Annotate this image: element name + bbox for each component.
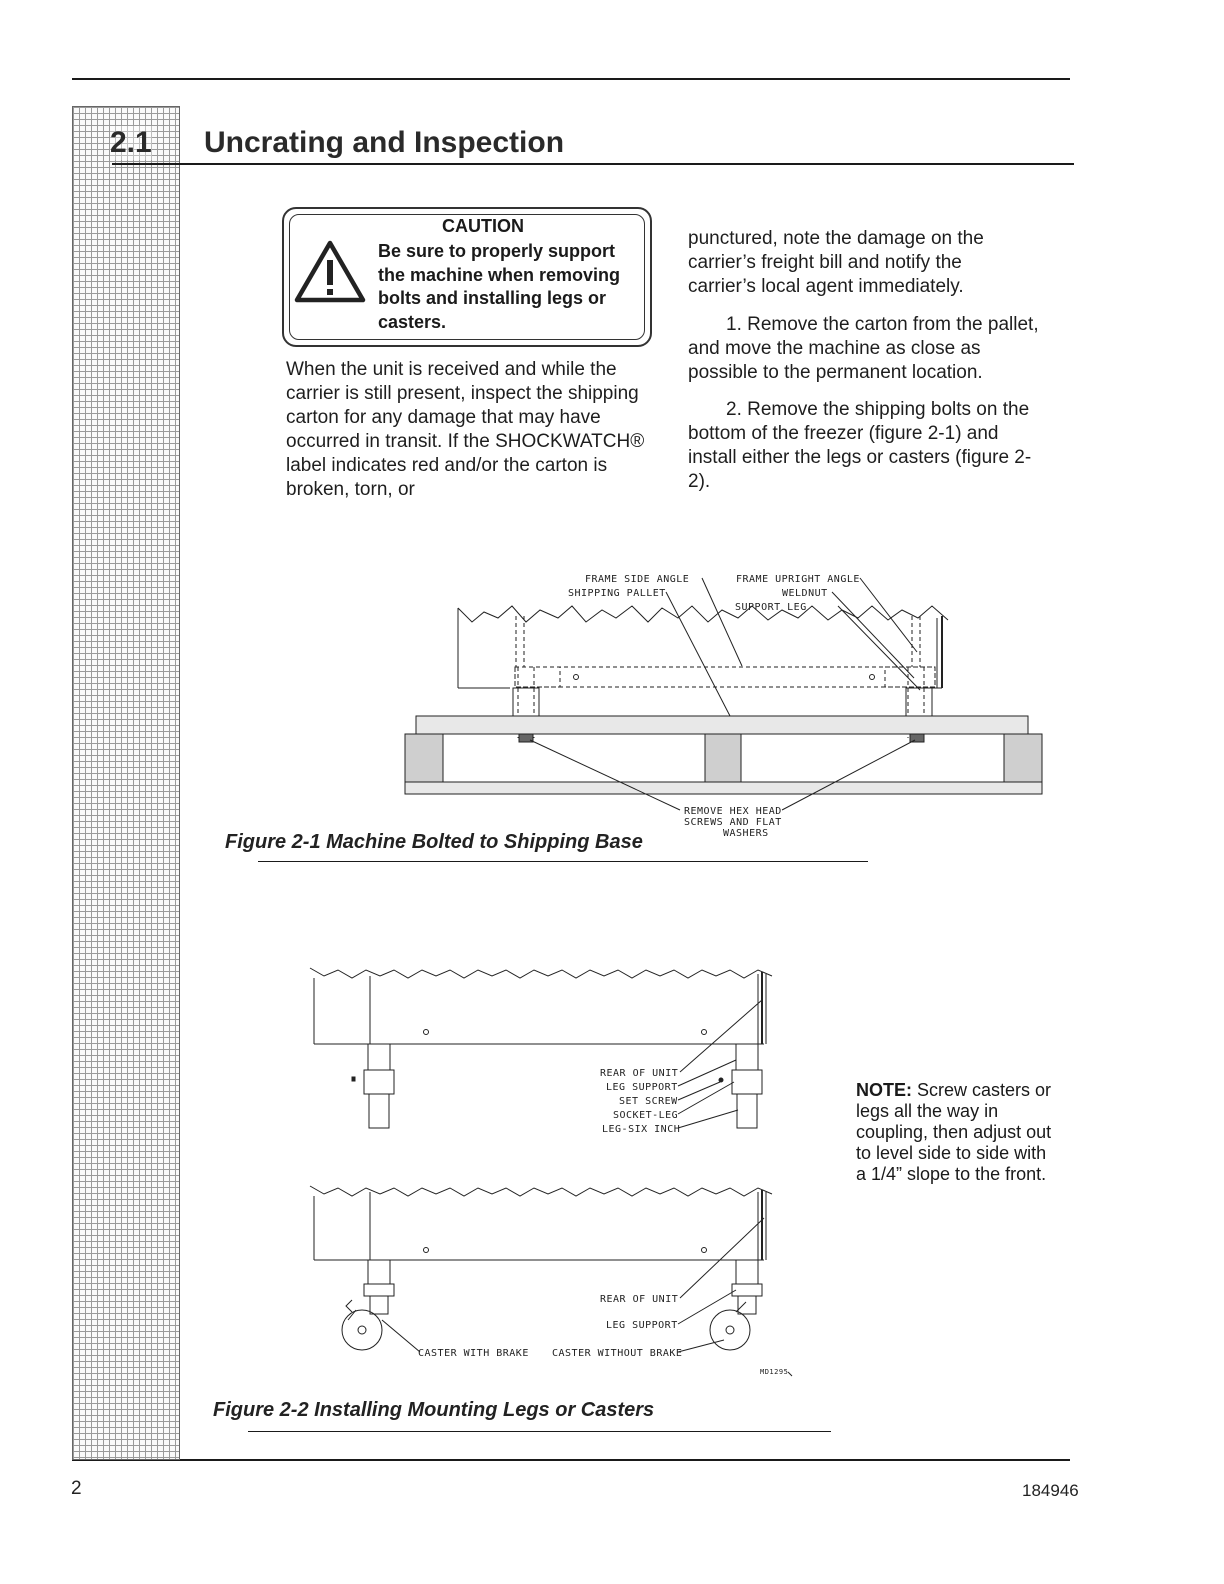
pallet-block bbox=[1004, 734, 1042, 782]
pallet-bottom bbox=[405, 782, 1042, 794]
label-caster-with-brake: CASTER WITH BRAKE bbox=[418, 1348, 529, 1359]
section-title-rule bbox=[112, 163, 1074, 165]
figure-2-1-caption: Figure 2-1 Machine Bolted to Shipping Base bbox=[225, 831, 643, 853]
label-frame-upright-angle: FRAME UPRIGHT ANGLE bbox=[736, 574, 860, 585]
support-leg bbox=[906, 688, 932, 716]
label-remove-line-3: WASHERS bbox=[723, 828, 769, 839]
page-number: 2 bbox=[71, 1478, 82, 1499]
section-title: Uncrating and Inspection bbox=[204, 126, 565, 159]
caution-text: Be sure to properly support the machine when removing bolts and installing legs or casters. bbox=[378, 241, 621, 332]
label-socket-leg: SOCKET-LEG bbox=[613, 1110, 679, 1121]
pallet-block bbox=[405, 734, 443, 782]
note-label: NOTE: bbox=[856, 1080, 912, 1100]
figure-2-2-drawing bbox=[300, 960, 810, 1390]
hex-head-screw bbox=[910, 734, 924, 742]
paragraph-left: When the unit is received and while the carrier is still present, inspect the shipping carton for any damage that may have occurred in transit. If the SHOCKWATCH® label indicates red and/or the carton is broken, torn, or bbox=[286, 359, 645, 500]
label-leg-support: LEG SUPPORT bbox=[606, 1082, 678, 1093]
grid-sidebar bbox=[72, 106, 180, 1460]
section-number: 2.1 bbox=[110, 126, 152, 159]
caster-without-brake-wheel bbox=[710, 1310, 750, 1350]
label-support-leg: SUPPORT LEG bbox=[735, 602, 807, 613]
pallet-block bbox=[705, 734, 741, 782]
label-frame-side-angle: FRAME SIDE ANGLE bbox=[585, 574, 690, 585]
label-weldnut: WELDNUT bbox=[782, 588, 828, 599]
figure-2-2-caption-rule bbox=[248, 1431, 831, 1432]
figure-2-2-caption: Figure 2-2 Installing Mounting Legs or Casters bbox=[213, 1399, 655, 1421]
bolt-hole bbox=[574, 675, 579, 680]
caution-heading: CAUTION bbox=[442, 216, 524, 236]
figure-2-1-caption-rule bbox=[258, 861, 868, 862]
bolt-hole bbox=[870, 675, 875, 680]
label-leg-support-casters: LEG SUPPORT bbox=[606, 1320, 678, 1331]
paragraph-right-intro: punctured, note the damage on the carrier’s freight bill and notify the carrier’s local agent immediately. bbox=[688, 228, 984, 297]
label-remove-line-1: REMOVE HEX HEAD bbox=[684, 806, 782, 817]
warning-triangle-icon bbox=[294, 240, 366, 304]
support-leg bbox=[513, 688, 539, 716]
figure-2-1-drawing bbox=[380, 560, 1050, 850]
label-remove-line-2: SCREWS AND FLAT bbox=[684, 817, 782, 828]
top-rule bbox=[72, 78, 1070, 80]
document-number: 184946 bbox=[1022, 1481, 1079, 1500]
note-text: Screw casters or legs all the way in coupling, then adjust out to level side to side with a 1/4” slope to the front. bbox=[856, 1080, 1052, 1184]
label-drawing-number: MD1295 bbox=[760, 1368, 789, 1376]
step-2: 2. Remove the shipping bolts on the bottom of the freezer (figure 2-1) and install either the legs or casters (figure 2-2). bbox=[688, 399, 1032, 492]
label-set-screw: SET SCREW bbox=[619, 1096, 678, 1107]
label-rear-of-unit-casters: REAR OF UNIT bbox=[600, 1294, 679, 1305]
label-shipping-pallet: SHIPPING PALLET bbox=[568, 588, 666, 599]
label-caster-without-brake: CASTER WITHOUT BRAKE bbox=[552, 1348, 683, 1359]
label-rear-of-unit: REAR OF UNIT bbox=[600, 1068, 679, 1079]
caster-with-brake-wheel bbox=[342, 1310, 382, 1350]
note-block bbox=[856, 1080, 1056, 1185]
shipping-pallet-top bbox=[416, 716, 1028, 734]
bottom-rule bbox=[72, 1459, 1070, 1461]
step-1: 1. Remove the carton from the pallet, and move the machine as close as possible to the permanent location. bbox=[688, 314, 1039, 383]
machine-break-line bbox=[458, 606, 948, 622]
label-leg-six-inch: LEG-SIX INCH bbox=[602, 1124, 681, 1135]
